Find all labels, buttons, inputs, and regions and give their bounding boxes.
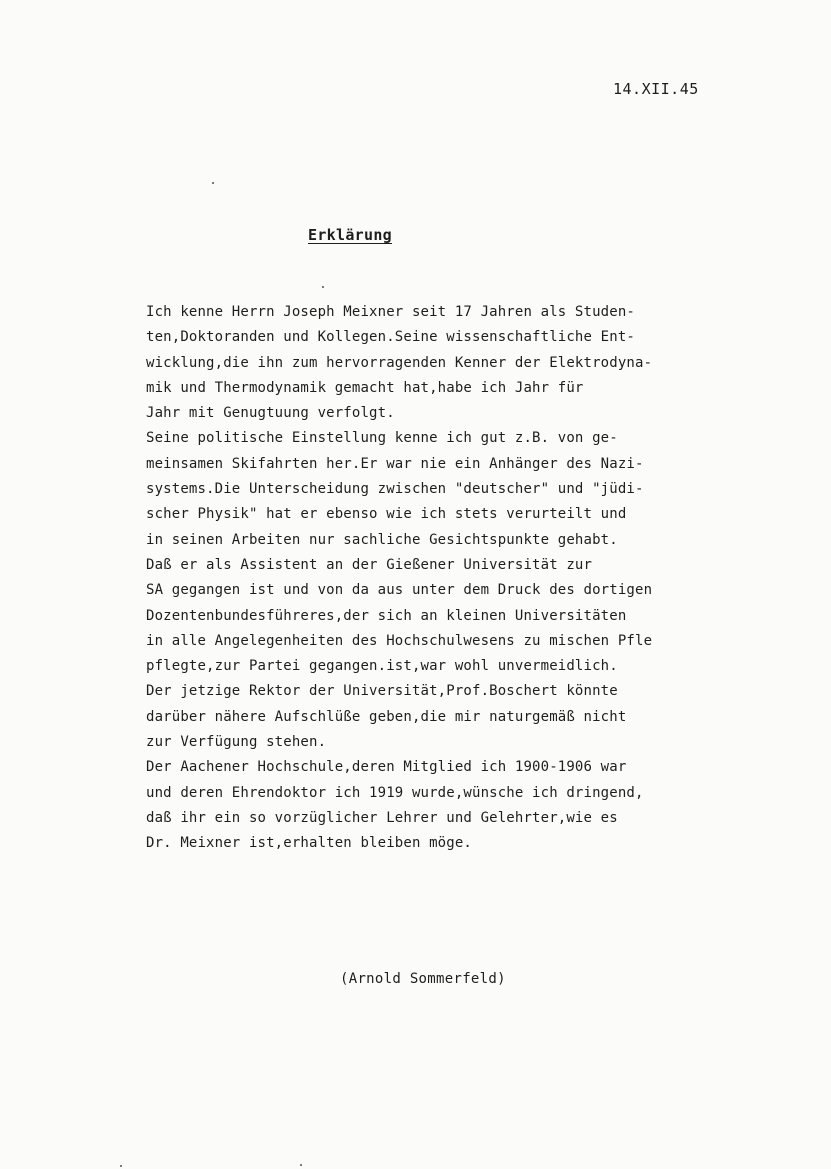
body-line: ten,Doktoranden und Kollegen.Seine wissenschaftliche Ent- — [146, 329, 635, 346]
body-line: Dozentenbundesführeres,der sich an kleinen Universitäten — [146, 607, 627, 624]
signature: (Arnold Sommerfeld) — [340, 971, 506, 987]
body-line: pflegte,zur Partei gegangen.ist,war wohl unvermeidlich. — [146, 658, 618, 675]
body-line: darüber nähere Aufschlüße geben,die mir naturgemäß nicht — [146, 708, 627, 725]
document-body — [146, 300, 786, 857]
body-line: systems.Die Unterscheidung zwischen "deutscher" und "jüdi- — [146, 481, 644, 498]
body-line: Ich kenne Herrn Joseph Meixner seit 17 Jahren als Studen- — [146, 304, 635, 320]
body-line: Der jetzige Rektor der Universität,Prof.Boschert könnte — [146, 683, 618, 700]
document-date: 14.XII.45 — [613, 80, 699, 98]
scan-speck — [300, 1164, 302, 1166]
body-line: SA gegangen ist und von da aus unter dem Druck des dortigen — [146, 582, 653, 599]
body-line: Dr. Meixner ist,erhalten bleiben möge. — [146, 835, 472, 852]
body-line: Der Aachener Hochschule,deren Mitglied ich 1900-1906 war — [146, 759, 627, 776]
body-line: meinsamen Skifahrten her.Er war nie ein Anhänger des Nazi- — [146, 455, 644, 472]
scan-speck — [120, 1165, 122, 1167]
body-line: daß ihr ein so vorzüglicher Lehrer und Gelehrter,wie es — [146, 809, 618, 826]
scan-speck — [212, 182, 214, 184]
body-line: mik und Thermodynamik gemacht hat,habe ich Jahr für — [146, 379, 584, 396]
body-line: und deren Ehrendoktor ich 1919 wurde,wünsche ich dringend, — [146, 784, 644, 801]
body-line: Daß er als Assistent an der Gießener Universität zur — [146, 556, 593, 573]
document-title: Erklärung — [308, 226, 392, 244]
body-line: Seine politische Einstellung kenne ich gut z.B. von ge- — [146, 430, 618, 447]
body-line: scher Physik" hat er ebenso wie ich stets verurteilt und — [146, 506, 627, 523]
body-line: Jahr mit Genugtuung verfolgt. — [146, 405, 395, 422]
body-line: in alle Angelegenheiten des Hochschulwesens zu mischen Pfle — [146, 632, 653, 649]
body-line: in seinen Arbeiten nur sachliche Gesichtspunkte gehabt. — [146, 531, 618, 548]
body-line: zur Verfügung stehen. — [146, 734, 327, 751]
scan-speck — [322, 286, 324, 288]
body-line: wicklung,die ihn zum hervorragenden Kenner der Elektrodyna- — [146, 354, 653, 371]
